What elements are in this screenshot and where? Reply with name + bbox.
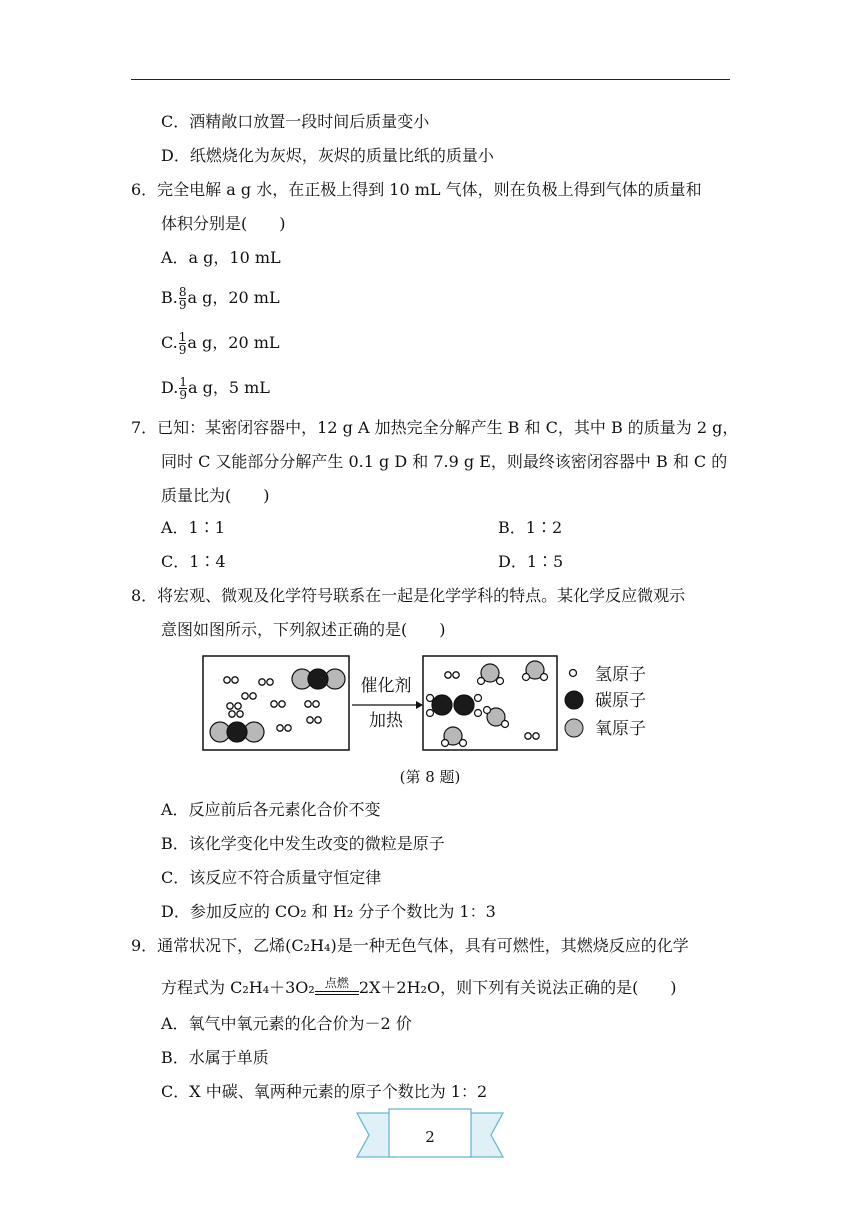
fraction-numerator: 1: [179, 375, 187, 389]
equation-sign: [315, 975, 359, 999]
q7-option-b: B．1∶2: [498, 518, 563, 537]
legend: [565, 665, 646, 739]
equation-bar-bottom: [315, 994, 359, 995]
page-number: 2: [425, 1128, 435, 1146]
q6-option-d-text: a g，5 mL: [187, 378, 270, 397]
q8-option-d: D．参加反应的 CO₂ 和 H₂ 分子个数比为 1：3: [161, 902, 496, 921]
q7-stem-line2: 同时 C 又能部分分解产生 0.1 g D 和 7.9 g E，则最终该密闭容器中 B 和 C 的: [161, 452, 728, 471]
fraction-numerator: 1: [178, 330, 187, 344]
oxygen-legend-label: 氧原子: [595, 719, 646, 739]
q9-option-a: A．氧气中氧元素的化合价为－2 价: [161, 1014, 412, 1033]
q7-stem-line3: 质量比为( ): [161, 486, 270, 505]
product-c2h4-molecule: [427, 695, 482, 717]
q8-option-c: C．该反应不符合质量守恒定律: [161, 868, 382, 887]
arrow-catalyst-label: 催化剂: [360, 676, 412, 696]
fraction-denominator: 9: [178, 298, 187, 312]
q8-stem-line1: 8．将宏观、微观及化学符号联系在一起是化学学科的特点。某化学反应微观示: [131, 586, 686, 605]
hydrogen-legend-swatch: [570, 670, 577, 677]
q6-option-b: [161, 286, 280, 311]
fraction-numerator: 8: [178, 285, 187, 299]
q6-option-d-fraction: [179, 376, 187, 401]
q6-option-c-letter: C.: [161, 333, 178, 352]
q7-option-a: A．1∶1: [161, 518, 225, 537]
header-rule: [131, 79, 730, 80]
equation-condition: 点燃: [324, 975, 349, 990]
q7-option-c: C．1∶4: [161, 552, 226, 571]
q9-option-b: B．水属于单质: [161, 1048, 269, 1067]
oxygen-legend-swatch: [565, 719, 583, 737]
q8-stem-line2: 意图如图所示，下列叙述正确的是( ): [161, 620, 446, 639]
q5-option-c: C．酒精敞口放置一段时间后质量变小: [161, 112, 430, 131]
q7-stem-line1: 7．已知：某密闭容器中，12 g A 加热完全分解产生 B 和 C，其中 B 的质量为 2 g，: [131, 418, 739, 437]
q5-option-d: D．纸燃烧化为灰烬，灰烬的质量比纸的质量小: [161, 146, 494, 165]
fraction-denominator: 9: [179, 388, 187, 402]
q9-equation-reactants: 方程式为 C₂H₄＋3O₂: [161, 978, 315, 997]
hydrogen-legend-label: 氢原子: [595, 665, 646, 685]
fraction-denominator: 9: [178, 343, 187, 357]
q6-option-c-text: a g，20 mL: [187, 333, 280, 352]
page-number-ribbon: [355, 1105, 505, 1165]
q6-option-b-text: a g，20 mL: [187, 288, 280, 307]
q9-equation-products: 2X＋2H₂O，则下列有关说法正确的是( ): [358, 978, 677, 997]
q6-stem-line2: 体积分别是( ): [161, 214, 286, 233]
q6-option-b-fraction: [179, 286, 187, 311]
q9-stem-line1: 9．通常状况下，乙烯(C₂H₄)是一种无色气体，具有可燃性，其燃烧反应的化学: [131, 936, 689, 955]
reaction-diagram: [202, 654, 662, 754]
q8-option-a: A．反应前后各元素化合价不变: [161, 800, 381, 819]
q7-option-d: D．1∶5: [498, 552, 564, 571]
q8-option-b: B．该化学变化中发生改变的微粒是原子: [161, 834, 445, 853]
q6-option-d-letter: D.: [161, 378, 179, 397]
q9-option-c: C．X 中碳、氧两种元素的原子个数比为 1：2: [161, 1082, 488, 1101]
q6-option-c-fraction: [179, 331, 187, 356]
reaction-arrow-head: [416, 701, 423, 709]
q6-option-d: [161, 376, 270, 401]
q6-option-c: [161, 331, 280, 356]
carbon-legend-swatch: [565, 691, 583, 709]
q6-option-b-letter: B.: [161, 288, 178, 307]
arrow-heat-label: 加热: [369, 711, 403, 731]
equation-bar-top: [315, 991, 359, 992]
q6-option-a: A．a g，10 mL: [161, 248, 281, 267]
q6-stem-line1: 6．完全电解 a g 水，在正极上得到 10 mL 气体，则在负极上得到气体的质量和: [131, 180, 702, 199]
carbon-legend-label: 碳原子: [595, 691, 646, 711]
figure-caption: (第 8 题): [399, 768, 461, 786]
q9-stem-line2: [161, 975, 677, 999]
